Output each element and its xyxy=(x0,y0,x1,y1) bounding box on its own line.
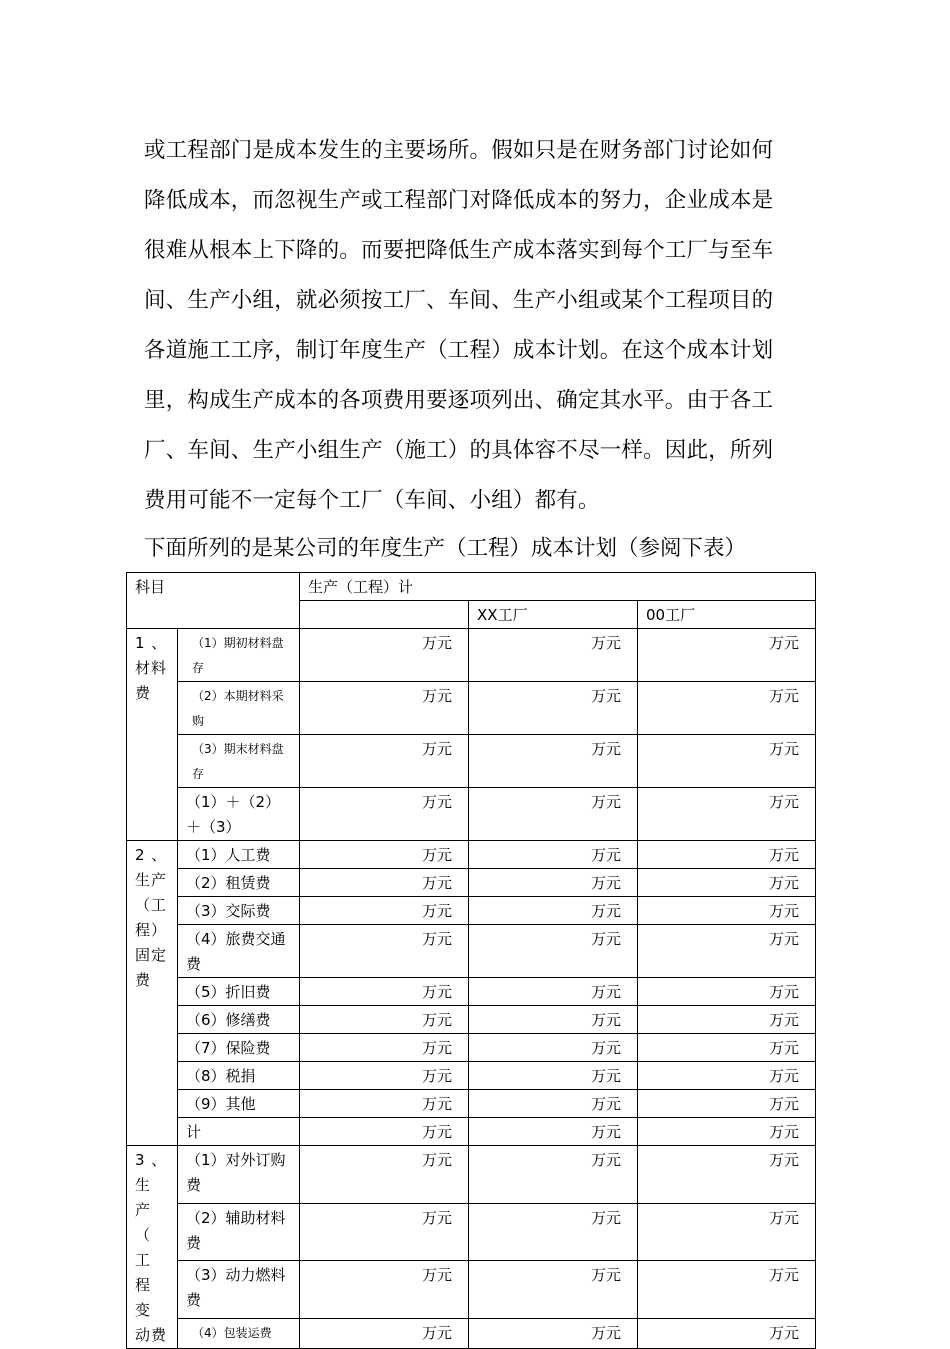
header-total-blank xyxy=(300,601,469,629)
amount-cell: 万元 xyxy=(638,1261,816,1319)
amount-cell: 万元 xyxy=(638,1006,816,1034)
amount-cell: 万元 xyxy=(300,735,469,788)
amount-cell: 万元 xyxy=(638,978,816,1006)
amount-cell: 万元 xyxy=(469,1118,638,1146)
amount-cell: 万元 xyxy=(638,1090,816,1118)
amount-cell: 万元 xyxy=(300,1146,469,1204)
row-label: （1）对外订购费 xyxy=(178,1146,300,1204)
amount-cell: 万元 xyxy=(469,869,638,897)
amount-cell: 万元 xyxy=(469,897,638,925)
row-label: （4）包装运费 xyxy=(178,1318,300,1348)
amount-cell: 万元 xyxy=(300,1118,469,1146)
row-label: （9）其他 xyxy=(178,1090,300,1118)
amount-cell: 万元 xyxy=(300,925,469,978)
amount-cell: 万元 xyxy=(300,629,469,682)
paragraph-line: 里，构成生产成本的各项费用要逐项列出、确定其水平。由于各工 xyxy=(144,388,774,413)
row-label: （3）期末材料盘存 xyxy=(178,735,300,788)
amount-cell: 万元 xyxy=(469,1261,638,1319)
body-paragraph xyxy=(144,126,810,526)
amount-cell: 万元 xyxy=(300,978,469,1006)
row-label: （5）折旧费 xyxy=(178,978,300,1006)
cost-plan-table xyxy=(126,572,816,1349)
row-label: （1）＋（2）＋（3） xyxy=(178,788,300,841)
row-label: （3）交际费 xyxy=(178,897,300,925)
amount-cell: 万元 xyxy=(469,1006,638,1034)
amount-cell: 万元 xyxy=(638,869,816,897)
amount-cell: 万元 xyxy=(300,1090,469,1118)
amount-cell: 万元 xyxy=(638,1318,816,1348)
row-label: （4）旅费交通费 xyxy=(178,925,300,978)
row-label: 计 xyxy=(178,1118,300,1146)
paragraph-line: 降低成本，而忽视生产或工程部门对降低成本的努力，企业成本是 xyxy=(144,188,774,213)
amount-cell: 万元 xyxy=(638,841,816,869)
amount-cell: 万元 xyxy=(469,1146,638,1204)
amount-cell: 万元 xyxy=(469,978,638,1006)
category-variable-cost: 3 、 生 产 （ 工 程 变 动费 xyxy=(127,1146,178,1349)
header-factory-a: XX工厂 xyxy=(469,601,638,629)
amount-cell: 万元 xyxy=(300,897,469,925)
row-label: （2）本期材料采购 xyxy=(178,682,300,735)
amount-cell: 万元 xyxy=(638,925,816,978)
row-label: （2）租赁费 xyxy=(178,869,300,897)
amount-cell: 万元 xyxy=(300,869,469,897)
header-subject: 科目 xyxy=(127,573,300,629)
amount-cell: 万元 xyxy=(469,841,638,869)
paragraph-line: 费用可能不一定每个工厂（车间、小组）都有。 xyxy=(144,488,600,513)
amount-cell: 万元 xyxy=(300,1318,469,1348)
amount-cell: 万元 xyxy=(469,629,638,682)
amount-cell: 万元 xyxy=(300,1006,469,1034)
header-total: 生产（工程）计 xyxy=(300,573,816,601)
amount-cell: 万元 xyxy=(469,735,638,788)
paragraph-line: 厂、车间、生产小组生产（施工）的具体容不尽一样。因此，所列 xyxy=(144,438,774,463)
row-label: （3）动力燃料费 xyxy=(178,1261,300,1319)
amount-cell: 万元 xyxy=(300,1062,469,1090)
amount-cell: 万元 xyxy=(469,788,638,841)
amount-cell: 万元 xyxy=(300,788,469,841)
amount-cell: 万元 xyxy=(638,1062,816,1090)
row-label: （1）期初材料盘存 xyxy=(178,629,300,682)
amount-cell: 万元 xyxy=(638,1118,816,1146)
paragraph-line: 很难从根本上下降的。而要把降低生产成本落实到每个工厂与至车 xyxy=(144,238,774,263)
amount-cell: 万元 xyxy=(300,841,469,869)
amount-cell: 万元 xyxy=(638,629,816,682)
amount-cell: 万元 xyxy=(469,1034,638,1062)
amount-cell: 万元 xyxy=(300,1034,469,1062)
table-caption: 下面所列的是某公司的年度生产（工程）成本计划（参阅下表） xyxy=(144,536,747,561)
amount-cell: 万元 xyxy=(469,925,638,978)
row-label: （6）修缮费 xyxy=(178,1006,300,1034)
amount-cell: 万元 xyxy=(300,1203,469,1261)
row-label: （8）税捐 xyxy=(178,1062,300,1090)
amount-cell: 万元 xyxy=(469,1062,638,1090)
amount-cell: 万元 xyxy=(300,1261,469,1319)
amount-cell: 万元 xyxy=(638,897,816,925)
amount-cell: 万元 xyxy=(469,682,638,735)
paragraph-line: 各道施工工序，制订年度生产（工程）成本计划。在这个成本计划 xyxy=(144,338,774,363)
amount-cell: 万元 xyxy=(638,788,816,841)
paragraph-line: 间、生产小组，就必须按工厂、车间、生产小组或某个工程项目的 xyxy=(144,288,774,313)
amount-cell: 万元 xyxy=(469,1203,638,1261)
row-label: （7）保险费 xyxy=(178,1034,300,1062)
paragraph-line: 或工程部门是成本发生的主要场所。假如只是在财务部门讨论如何 xyxy=(144,138,774,163)
amount-cell: 万元 xyxy=(469,1318,638,1348)
amount-cell: 万元 xyxy=(638,1146,816,1204)
amount-cell: 万元 xyxy=(638,1203,816,1261)
row-label: （2）辅助材料费 xyxy=(178,1203,300,1261)
row-label: （1）人工费 xyxy=(178,841,300,869)
amount-cell: 万元 xyxy=(638,735,816,788)
category-fixed-cost: 2 、 生产（工程）固定费 xyxy=(127,841,178,1146)
amount-cell: 万元 xyxy=(469,1090,638,1118)
category-materials: 1 、 材料费 xyxy=(127,629,178,841)
amount-cell: 万元 xyxy=(638,682,816,735)
amount-cell: 万元 xyxy=(300,682,469,735)
amount-cell: 万元 xyxy=(638,1034,816,1062)
header-factory-b: 00工厂 xyxy=(638,601,816,629)
